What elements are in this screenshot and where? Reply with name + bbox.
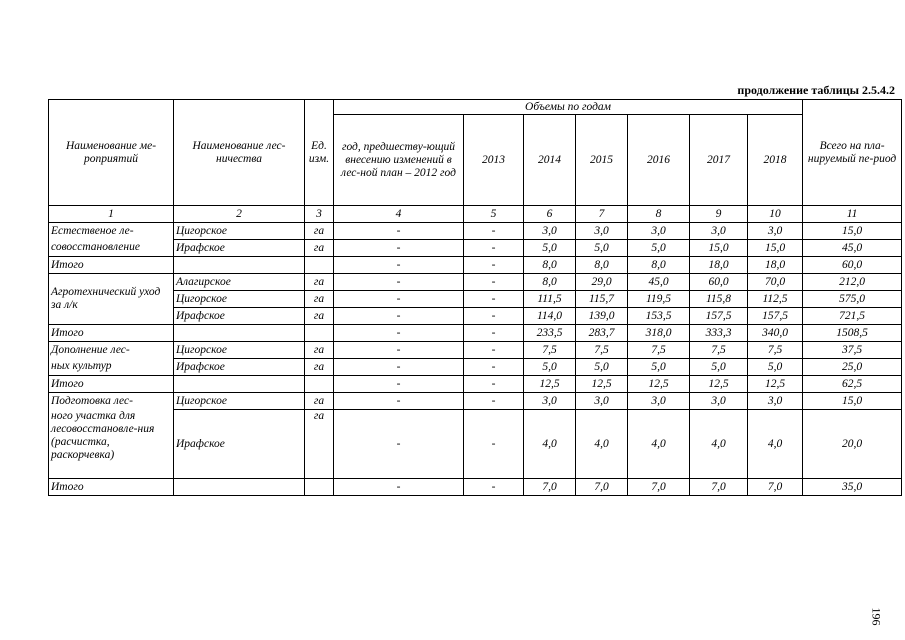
- cell-2015: 12,5: [576, 376, 628, 393]
- table-row: [49, 291, 902, 308]
- header-unit: Ед. изм.: [305, 100, 334, 206]
- cell-2013: -: [464, 257, 524, 274]
- cell-2015: 8,0: [576, 257, 628, 274]
- cell-2018: 7,5: [748, 342, 803, 359]
- cell-2014: 8,0: [524, 274, 576, 291]
- cell-prev-year: -: [334, 479, 464, 496]
- cell-unit: [305, 479, 334, 496]
- cell-forestry: [174, 325, 305, 342]
- table-row: [49, 359, 902, 376]
- cell-event: Итого: [49, 325, 174, 342]
- cell-prev-year: -: [334, 342, 464, 359]
- cell-forestry: Ирафское: [174, 410, 305, 479]
- cell-2017: 7,5: [690, 342, 748, 359]
- cell-2014: 111,5: [524, 291, 576, 308]
- cell-2014: 7,0: [524, 479, 576, 496]
- cell-2018: 18,0: [748, 257, 803, 274]
- cell-unit: га: [305, 359, 334, 376]
- cell-prev-year: -: [334, 291, 464, 308]
- cell-total: 212,0: [803, 274, 902, 291]
- column-index-row: [49, 206, 902, 223]
- cell-total: 35,0: [803, 479, 902, 496]
- cell-2015: 5,0: [576, 240, 628, 257]
- cell-2016: 3,0: [628, 393, 690, 410]
- cell-total: 1508,5: [803, 325, 902, 342]
- cell-forestry: Ирафское: [174, 308, 305, 325]
- cell-2018: 15,0: [748, 240, 803, 257]
- cell-forestry: Ирафское: [174, 240, 305, 257]
- cell-total: 575,0: [803, 291, 902, 308]
- cell-prev-year: -: [334, 376, 464, 393]
- cell-2015: 7,5: [576, 342, 628, 359]
- col-index: 10: [748, 206, 803, 223]
- header-2016: 2016: [628, 115, 690, 206]
- cell-2016: 153,5: [628, 308, 690, 325]
- cell-forestry: [174, 257, 305, 274]
- cell-2018: 112,5: [748, 291, 803, 308]
- table-row-subtotal: [49, 479, 902, 496]
- cell-2013: -: [464, 308, 524, 325]
- cell-2017: 18,0: [690, 257, 748, 274]
- forest-works-table: [48, 99, 902, 496]
- col-index: 6: [524, 206, 576, 223]
- cell-2017: 7,0: [690, 479, 748, 496]
- cell-total: 60,0: [803, 257, 902, 274]
- cell-event: Итого: [49, 479, 174, 496]
- header-prev-year: год, предшеству-ющий внесению изменений в лес-ной план – 2012 год: [334, 115, 464, 206]
- cell-prev-year: -: [334, 308, 464, 325]
- col-index: 3: [305, 206, 334, 223]
- cell-prev-year: -: [334, 325, 464, 342]
- cell-total: 721,5: [803, 308, 902, 325]
- cell-unit: га: [305, 240, 334, 257]
- cell-unit: га: [305, 291, 334, 308]
- cell-forestry: Цигорское: [174, 342, 305, 359]
- cell-2017: 12,5: [690, 376, 748, 393]
- table-row: [49, 240, 902, 257]
- cell-2015: 3,0: [576, 393, 628, 410]
- cell-2014: 4,0: [524, 410, 576, 479]
- cell-2016: 318,0: [628, 325, 690, 342]
- cell-2013: -: [464, 325, 524, 342]
- cell-event: Подготовка лес-: [49, 393, 174, 410]
- cell-2013: -: [464, 359, 524, 376]
- cell-forestry: Цигорское: [174, 291, 305, 308]
- cell-2013: -: [464, 393, 524, 410]
- col-index: 1: [49, 206, 174, 223]
- cell-2017: 3,0: [690, 223, 748, 240]
- cell-total: 45,0: [803, 240, 902, 257]
- cell-total: 15,0: [803, 393, 902, 410]
- table-row-subtotal: [49, 325, 902, 342]
- cell-total: 20,0: [803, 410, 902, 479]
- header-forestry: Наименование лес-ничества: [174, 100, 305, 206]
- cell-2016: 119,5: [628, 291, 690, 308]
- table-caption: продолжение таблицы 2.5.4.2: [737, 83, 895, 97]
- cell-2013: -: [464, 410, 524, 479]
- cell-event: Итого: [49, 376, 174, 393]
- col-index: 11: [803, 206, 902, 223]
- table-row-subtotal: [49, 257, 902, 274]
- cell-unit: га: [305, 393, 334, 410]
- cell-unit: [305, 376, 334, 393]
- cell-2014: 233,5: [524, 325, 576, 342]
- col-index: 2: [174, 206, 305, 223]
- cell-2017: 15,0: [690, 240, 748, 257]
- table-row: [49, 308, 902, 325]
- cell-2017: 157,5: [690, 308, 748, 325]
- cell-2015: 5,0: [576, 359, 628, 376]
- cell-2018: 3,0: [748, 393, 803, 410]
- cell-forestry: Цигорское: [174, 223, 305, 240]
- cell-total: 62,5: [803, 376, 902, 393]
- cell-prev-year: -: [334, 223, 464, 240]
- cell-2013: -: [464, 274, 524, 291]
- cell-event: Итого: [49, 257, 174, 274]
- cell-event: ного участка для лесовосстановле-ния (расчистка, раскорчевка): [49, 410, 174, 479]
- cell-2018: 157,5: [748, 308, 803, 325]
- cell-2013: -: [464, 240, 524, 257]
- cell-2013: -: [464, 376, 524, 393]
- cell-2017: 115,8: [690, 291, 748, 308]
- cell-forestry: [174, 376, 305, 393]
- cell-prev-year: -: [334, 410, 464, 479]
- cell-2014: 5,0: [524, 359, 576, 376]
- cell-forestry: Ирафское: [174, 359, 305, 376]
- cell-unit: га: [305, 223, 334, 240]
- cell-prev-year: -: [334, 257, 464, 274]
- cell-2014: 8,0: [524, 257, 576, 274]
- cell-2018: 12,5: [748, 376, 803, 393]
- cell-event: Дополнение лес-: [49, 342, 174, 359]
- cell-2017: 3,0: [690, 393, 748, 410]
- cell-2015: 115,7: [576, 291, 628, 308]
- table-row-subtotal: [49, 376, 902, 393]
- col-index: 5: [464, 206, 524, 223]
- col-index: 9: [690, 206, 748, 223]
- cell-2016: 4,0: [628, 410, 690, 479]
- header-volumes: Объемы по годам: [334, 100, 803, 115]
- table-row: [49, 393, 902, 410]
- cell-2013: -: [464, 291, 524, 308]
- cell-unit: [305, 257, 334, 274]
- cell-2015: 3,0: [576, 223, 628, 240]
- cell-2013: -: [464, 342, 524, 359]
- cell-total: 15,0: [803, 223, 902, 240]
- header-2013: 2013: [464, 115, 524, 206]
- cell-event: Естественое ле-: [49, 223, 174, 240]
- col-index: 7: [576, 206, 628, 223]
- cell-2016: 12,5: [628, 376, 690, 393]
- cell-2014: 7,5: [524, 342, 576, 359]
- cell-2018: 3,0: [748, 223, 803, 240]
- cell-2018: 7,0: [748, 479, 803, 496]
- cell-event: Агротехнический уход за л/к: [49, 274, 174, 325]
- header-event: Наименование ме-роприятий: [49, 100, 174, 206]
- cell-2016: 5,0: [628, 359, 690, 376]
- cell-2017: 5,0: [690, 359, 748, 376]
- header-2018: 2018: [748, 115, 803, 206]
- table-row: [49, 223, 902, 240]
- cell-2018: 340,0: [748, 325, 803, 342]
- cell-prev-year: -: [334, 393, 464, 410]
- cell-2016: 7,0: [628, 479, 690, 496]
- cell-2018: 70,0: [748, 274, 803, 291]
- cell-2016: 5,0: [628, 240, 690, 257]
- table-row: [49, 410, 902, 479]
- cell-2016: 45,0: [628, 274, 690, 291]
- cell-2017: 60,0: [690, 274, 748, 291]
- cell-total: 25,0: [803, 359, 902, 376]
- cell-unit: га: [305, 308, 334, 325]
- cell-2014: 114,0: [524, 308, 576, 325]
- cell-2015: 283,7: [576, 325, 628, 342]
- cell-2013: -: [464, 479, 524, 496]
- cell-2016: 7,5: [628, 342, 690, 359]
- cell-total: 37,5: [803, 342, 902, 359]
- col-index: 4: [334, 206, 464, 223]
- cell-2014: 12,5: [524, 376, 576, 393]
- cell-prev-year: -: [334, 359, 464, 376]
- cell-unit: [305, 325, 334, 342]
- table-row: [49, 274, 902, 291]
- cell-event: ных культур: [49, 359, 174, 376]
- cell-unit: га: [305, 274, 334, 291]
- cell-2013: -: [464, 223, 524, 240]
- cell-2017: 4,0: [690, 410, 748, 479]
- cell-2014: 5,0: [524, 240, 576, 257]
- cell-2015: 29,0: [576, 274, 628, 291]
- cell-2018: 5,0: [748, 359, 803, 376]
- cell-2017: 333,3: [690, 325, 748, 342]
- header-2014: 2014: [524, 115, 576, 206]
- header-total: Всего на пла-нируемый пе-риод: [803, 100, 902, 206]
- cell-2016: 8,0: [628, 257, 690, 274]
- cell-prev-year: -: [334, 240, 464, 257]
- header-2015: 2015: [576, 115, 628, 206]
- cell-2014: 3,0: [524, 393, 576, 410]
- cell-2014: 3,0: [524, 223, 576, 240]
- cell-event: совосстановление: [49, 240, 174, 257]
- table-row: [49, 342, 902, 359]
- cell-2015: 139,0: [576, 308, 628, 325]
- cell-2015: 7,0: [576, 479, 628, 496]
- cell-unit: га: [305, 342, 334, 359]
- cell-2015: 4,0: [576, 410, 628, 479]
- cell-prev-year: -: [334, 274, 464, 291]
- cell-forestry: Цигорское: [174, 393, 305, 410]
- cell-unit: га: [305, 410, 334, 479]
- col-index: 8: [628, 206, 690, 223]
- header-2017: 2017: [690, 115, 748, 206]
- cell-2016: 3,0: [628, 223, 690, 240]
- cell-forestry: Алагирское: [174, 274, 305, 291]
- page-number: 196: [869, 607, 884, 626]
- cell-forestry: [174, 479, 305, 496]
- cell-2018: 4,0: [748, 410, 803, 479]
